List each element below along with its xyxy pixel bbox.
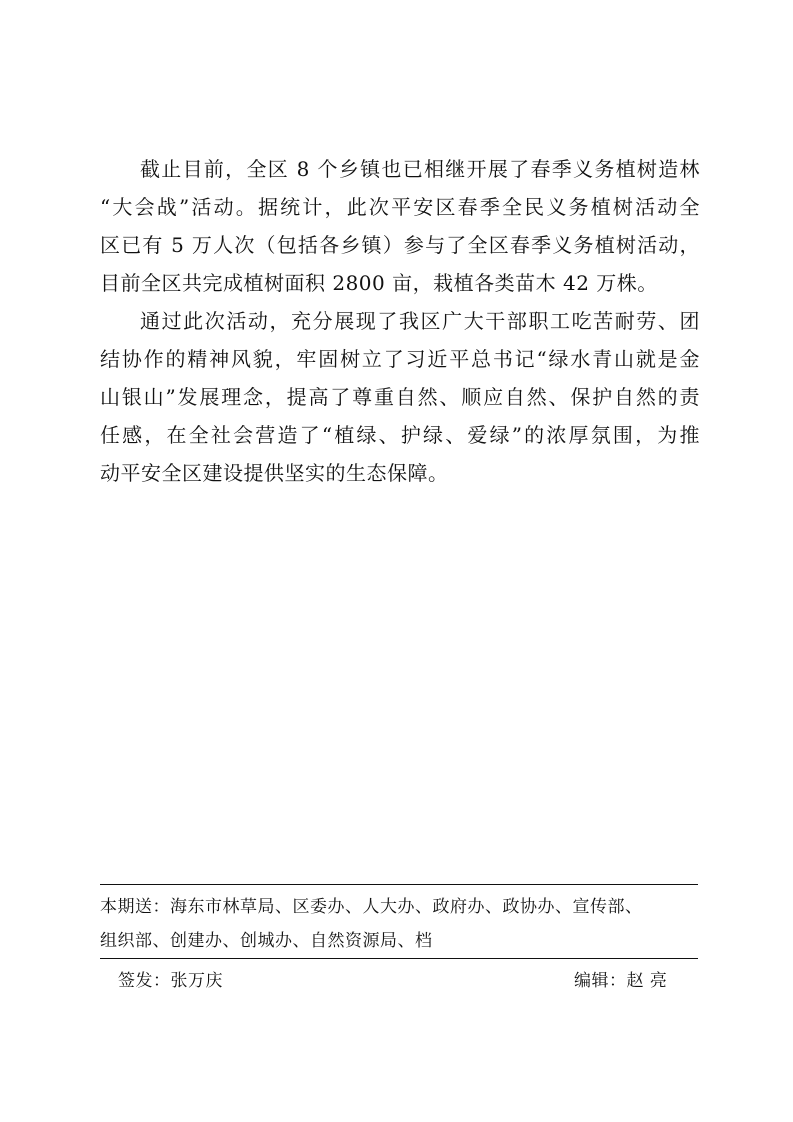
body-text <box>100 150 700 492</box>
distribution-line: 组织部、创建办、创城办、自然资源局、档 <box>100 931 433 951</box>
paragraph-line: 任感，在全社会营造了“植绿、护绿、爱绿”的浓厚氛围，为推 <box>100 423 700 447</box>
paragraph-line: “大会战”活动。据统计，此次平安区春季全民义务植树活动全 <box>100 195 700 219</box>
distribution-line: 本期送：海东市林草局、区委办、人大办、政府办、政协办、宣传部、 <box>100 897 643 917</box>
signer-label: 签发：张万庆 <box>118 971 223 991</box>
paragraph-line: 山银山”发展理念，提高了尊重自然、顺应自然、保护自然的责 <box>100 385 700 409</box>
paragraph-line: 通过此次活动，充分展现了我区广大干部职工吃苦耐劳、团 <box>140 309 700 333</box>
paragraph-line: 结协作的精神风貌，牢固树立了习近平总书记“绿水青山就是金 <box>100 347 700 371</box>
paragraph-line: 动平安全区建设提供坚实的生态保障。 <box>100 461 449 485</box>
editor-label: 编辑：赵 亮 <box>574 971 668 991</box>
paragraph-line: 区已有 5 万人次（包括各乡镇）参与了全区春季义务植树活动， <box>100 233 700 257</box>
paragraph-1 <box>100 150 700 302</box>
paragraph-line: 目前全区共完成植树面积 2800 亩，栽植各类苗木 42 万株。 <box>100 271 658 295</box>
paragraph-line: 截止目前，全区 8 个乡镇也已相继开展了春季义务植树造林 <box>140 157 700 181</box>
paragraph-2 <box>100 302 700 492</box>
distribution-list <box>100 890 700 958</box>
top-divider <box>100 884 698 885</box>
bottom-divider <box>100 958 698 959</box>
